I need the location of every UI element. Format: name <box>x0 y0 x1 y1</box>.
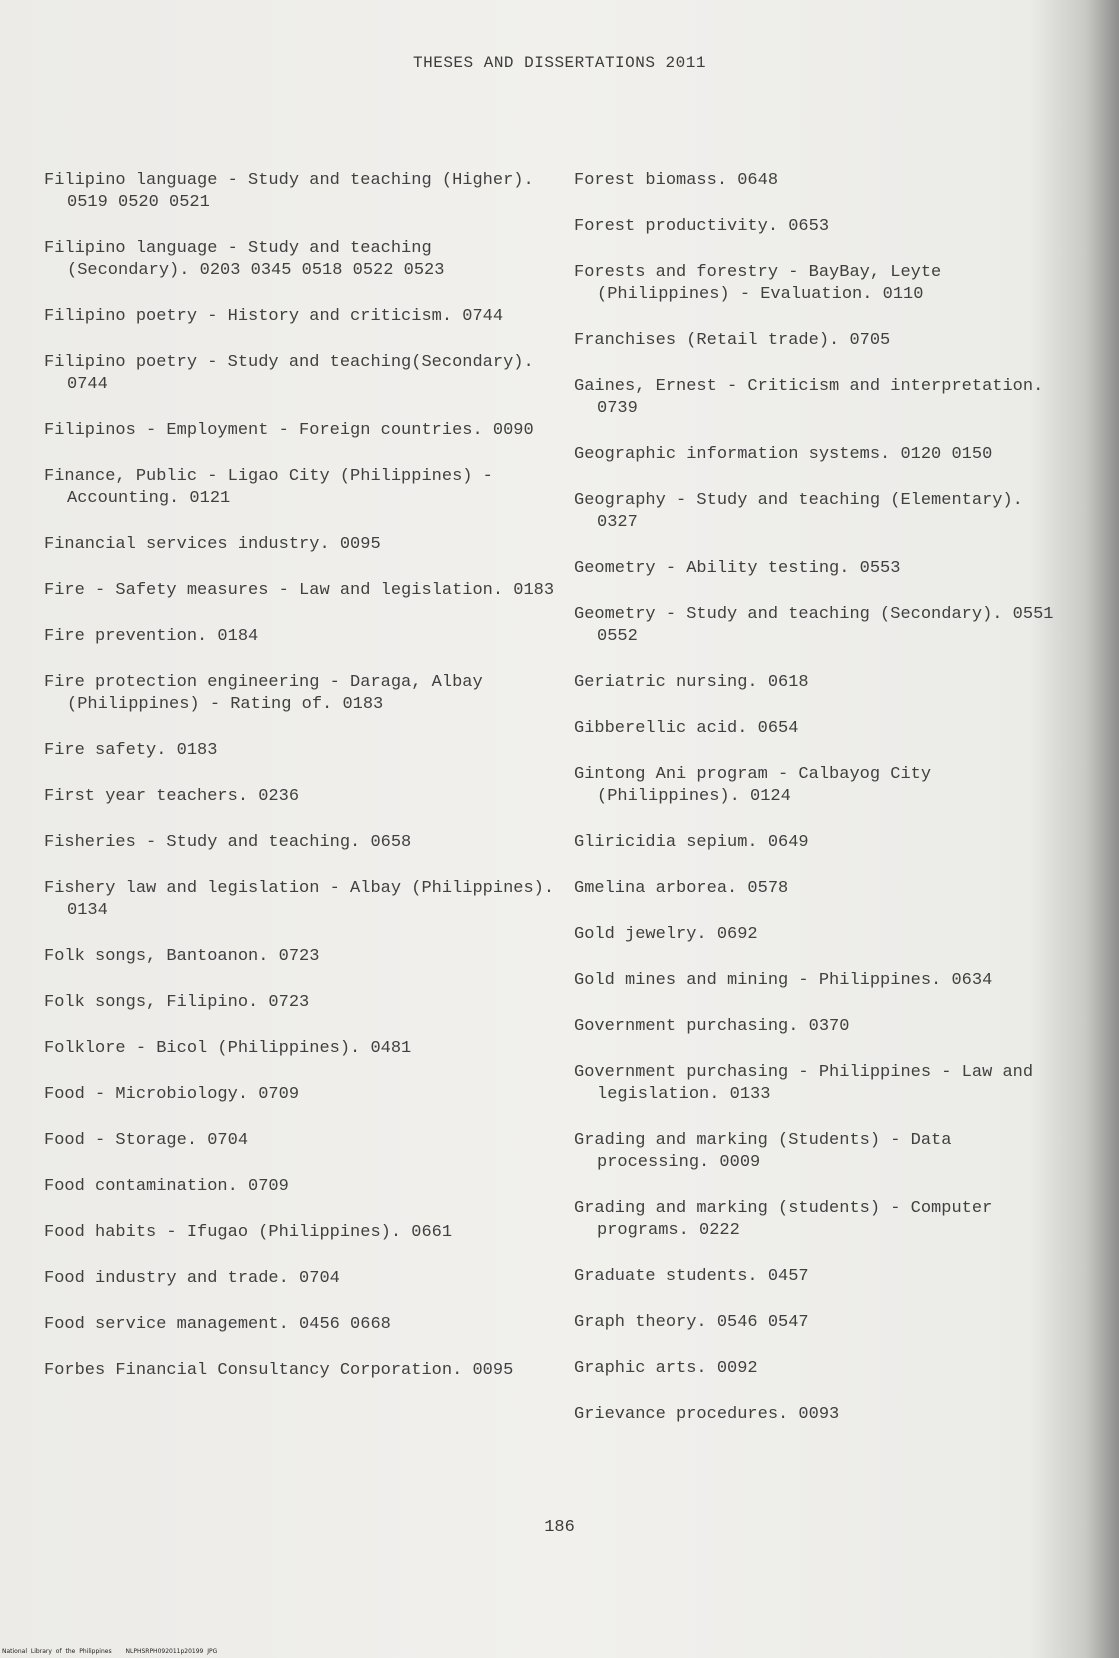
index-entry: Folklore - Bicol (Philippines). 0481 <box>44 1039 412 1058</box>
index-entry: Government purchasing. 0370 <box>574 1017 850 1036</box>
index-entry: Food - Storage. 0704 <box>44 1131 249 1150</box>
index-entry: Grievance procedures. 0093 <box>574 1405 840 1424</box>
index-entry: Geographic information systems. 0120 0150 <box>574 445 993 464</box>
index-entry: Filipino language - Study and teaching (Secondary). 0203 0345 0518 0522 0523 <box>44 239 445 280</box>
index-entry: Fire - Safety measures - Law and legislation. 0183 <box>44 581 555 600</box>
index-entry: Graph theory. 0546 0547 <box>574 1313 809 1332</box>
index-entry: Geometry - Study and teaching (Secondary). 0551 0552 <box>574 605 1064 646</box>
index-entry: First year teachers. 0236 <box>44 787 300 806</box>
index-entry: Graduate students. 0457 <box>574 1267 809 1286</box>
index-entry: Food contamination. 0709 <box>44 1177 289 1196</box>
index-entry: Gold mines and mining - Philippines. 0634 <box>574 971 993 990</box>
page-header: THESES AND DISSERTATIONS 2011 <box>413 54 706 72</box>
index-entry: Government purchasing - Philippines - Law and legislation. 0133 <box>574 1063 1044 1104</box>
footer-library: National Library of the Philippines <box>2 1648 112 1655</box>
index-entry: Gliricidia sepium. 0649 <box>574 833 809 852</box>
index-entry: Filipinos - Employment - Foreign countries. 0090 <box>44 421 534 440</box>
index-entry: Forbes Financial Consultancy Corporation. 0095 <box>44 1361 514 1380</box>
index-entry: Forests and forestry - BayBay, Leyte (Philippines) - Evaluation. 0110 <box>574 263 952 304</box>
index-entry: Food service management. 0456 0668 <box>44 1315 391 1334</box>
index-entry: Filipino language - Study and teaching (Higher). 0519 0520 0521 <box>44 171 544 212</box>
footer-file-id: NLPHSRPH092011p20199 JPG <box>125 1648 218 1655</box>
left-column <box>44 170 564 1406</box>
index-entry: Gintong Ani program - Calbayog City (Philippines). 0124 <box>574 765 942 806</box>
right-column <box>574 170 1064 1450</box>
index-entry: Folk songs, Bantoanon. 0723 <box>44 947 320 966</box>
index-entry: Fisheries - Study and teaching. 0658 <box>44 833 412 852</box>
index-entry: Geometry - Ability testing. 0553 <box>574 559 901 578</box>
index-entry: Franchises (Retail trade). 0705 <box>574 331 891 350</box>
index-entry: Food industry and trade. 0704 <box>44 1269 340 1288</box>
index-entry: Gibberellic acid. 0654 <box>574 719 799 738</box>
index-entry: Filipino poetry - History and criticism. 0744 <box>44 307 504 326</box>
index-entry: Grading and marking (Students) - Data processing. 0009 <box>574 1131 962 1172</box>
index-entry: Geography - Study and teaching (Elementary). 0327 <box>574 491 1034 532</box>
index-entry: Fire prevention. 0184 <box>44 627 259 646</box>
index-entry: Forest productivity. 0653 <box>574 217 830 236</box>
index-entry: Gaines, Ernest - Criticism and interpretation. 0739 <box>574 377 1054 418</box>
index-entry: Financial services industry. 0095 <box>44 535 381 554</box>
page-number: 186 <box>544 1518 575 1537</box>
index-entry: Food habits - Ifugao (Philippines). 0661 <box>44 1223 453 1242</box>
index-entry: Filipino poetry - Study and teaching(Secondary). 0744 <box>44 353 544 394</box>
index-entry: Gmelina arborea. 0578 <box>574 879 789 898</box>
index-entry: Fire protection engineering - Daraga, Albay (Philippines) - Rating of. 0183 <box>44 673 493 714</box>
index-entry: Forest biomass. 0648 <box>574 171 779 190</box>
scan-footer <box>2 1648 227 1655</box>
index-entry: Gold jewelry. 0692 <box>574 925 758 944</box>
index-entry: Fishery law and legislation - Albay (Philippines). 0134 <box>44 879 565 920</box>
index-entry: Graphic arts. 0092 <box>574 1359 758 1378</box>
index-entry: Grading and marking (students) - Computer programs. 0222 <box>574 1199 1003 1240</box>
index-entry: Finance, Public - Ligao City (Philippines) - Accounting. 0121 <box>44 467 504 508</box>
index-entry: Fire safety. 0183 <box>44 741 218 760</box>
index-entry: Folk songs, Filipino. 0723 <box>44 993 310 1012</box>
index-entry: Geriatric nursing. 0618 <box>574 673 809 692</box>
index-entry: Food - Microbiology. 0709 <box>44 1085 300 1104</box>
